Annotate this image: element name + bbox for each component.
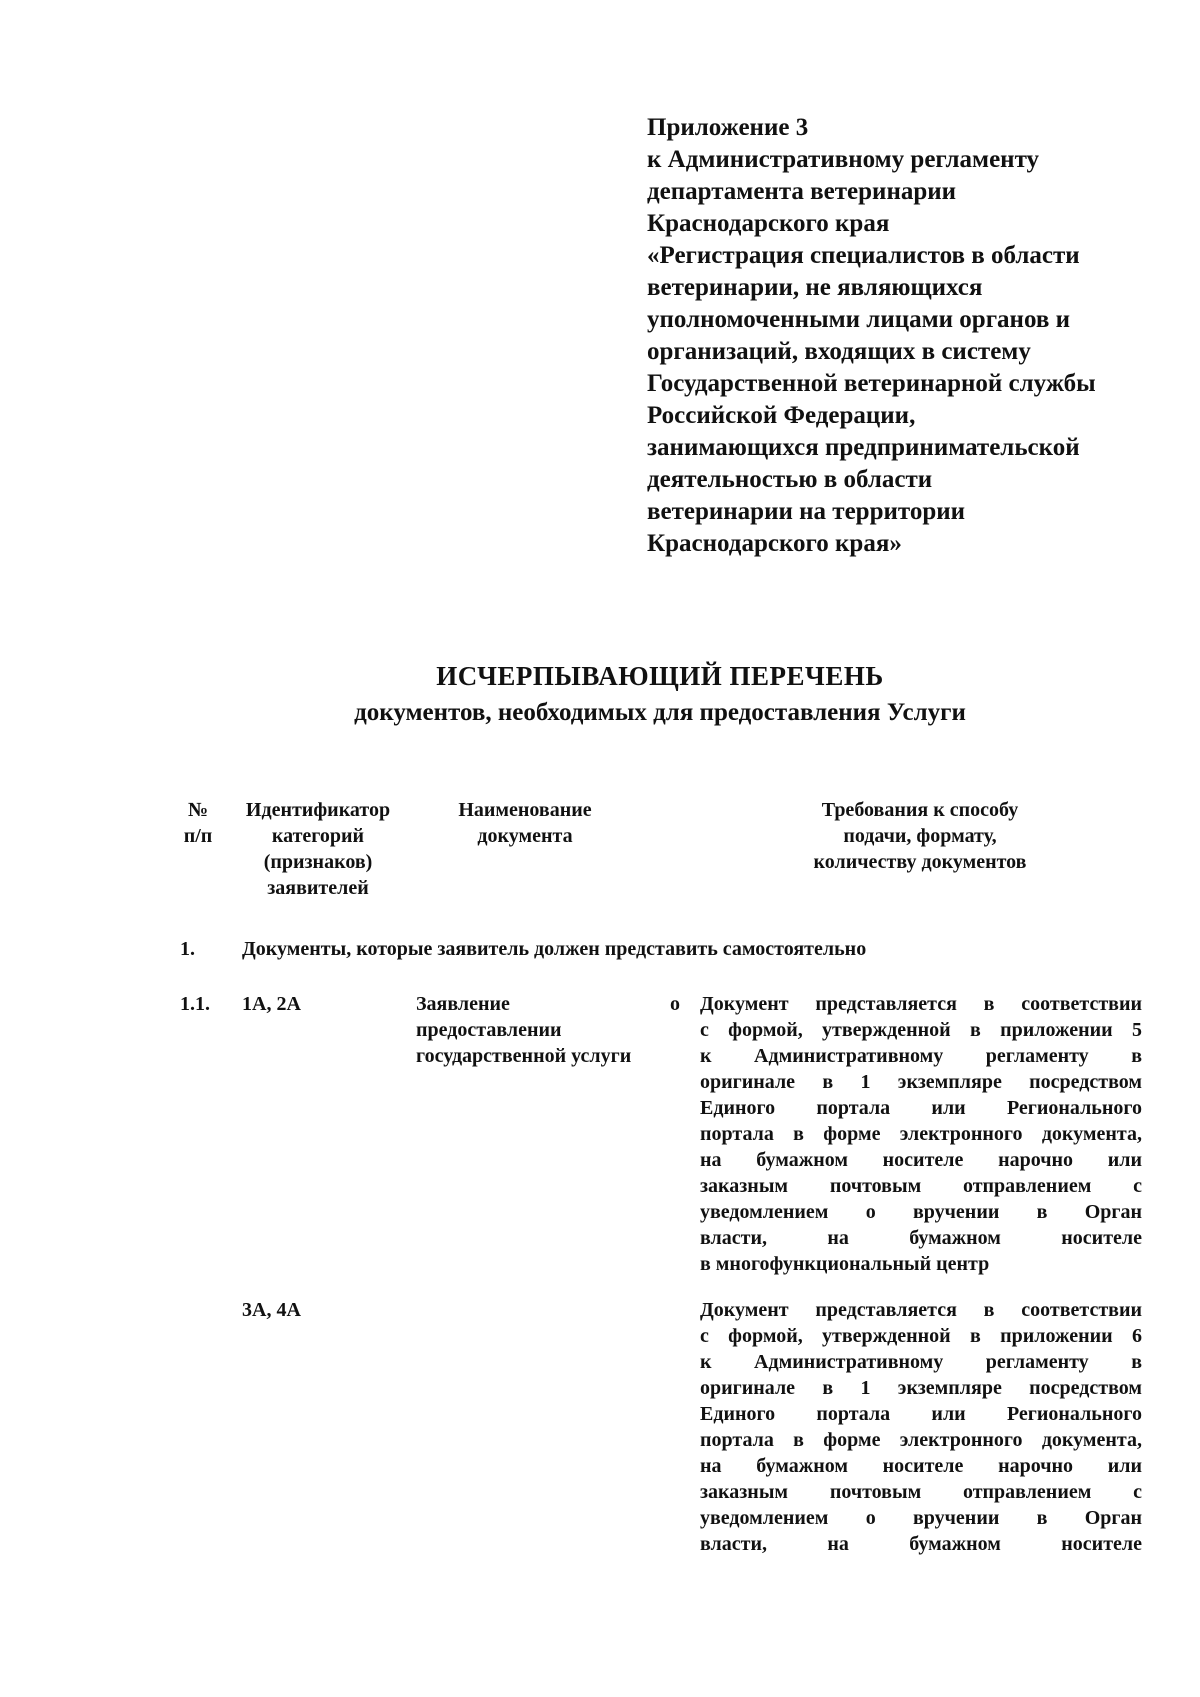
requirement-line: в многофункциональный центр [700,1253,990,1275]
section-number: 1. [180,938,195,960]
appendix-line: Российской Федерации, [647,402,916,429]
appendix-line: Краснодарского края» [647,530,902,557]
row-name-word: Заявление [416,993,510,1015]
header-num-line: п/п [183,825,213,847]
requirement-line: к Административному регламенту в [700,1351,1142,1373]
header-requirements-line: количеству документов [813,851,1027,873]
appendix-line: деятельностью в области [647,466,933,493]
requirement-line: власти, на бумажном носителе [700,1533,1142,1555]
header-name [410,797,640,849]
appendix-line: «Регистрация специалистов в области [647,242,1080,269]
requirement-line: власти, на бумажном носителе [700,1227,1142,1249]
row-name-line: государственной услуги [416,1045,632,1067]
document-title: ИСЧЕРПЫВАЮЩИЙ ПЕРЕЧЕНЬ [436,661,884,691]
requirement-line: на бумажном носителе нарочно или [700,1149,1142,1171]
document-subtitle: документов, необходимых для предоставления Услуги [354,699,966,726]
row-document-name [416,991,680,1069]
requirement-line: уведомлением о вручении в Орган [700,1507,1142,1529]
header-num [178,797,218,849]
appendix-line: к Административному регламенту [647,146,1040,173]
appendix-line: Краснодарского края [647,210,890,237]
row-identifier: 1А, 2А [242,993,301,1015]
requirement-line: портала в форме электронного документа, [700,1429,1142,1451]
requirement-line: заказным почтовым отправлением с [700,1481,1142,1503]
appendix-line: департамента ветеринарии [647,178,957,205]
requirement-line: оригинале в 1 экземпляре посредством [700,1377,1142,1399]
requirement-line: портала в форме электронного документа, [700,1123,1142,1145]
requirement-line: Документ представляется в соответствии [700,1299,1142,1321]
appendix-line: Государственной ветеринарной службы [647,370,1096,397]
requirement-line: заказным почтовым отправлением с [700,1175,1142,1197]
appendix-line: занимающихся предпринимательской [647,434,1080,461]
appendix-header [647,112,1167,560]
requirement-line: Документ представляется в соответствии [700,993,1142,1015]
header-name-line: документа [477,825,573,847]
header-name-line: Наименование [458,799,592,821]
section-title: Документы, которые заявитель должен представить самостоятельно [242,938,867,960]
appendix-line: ветеринарии на территории [647,498,966,525]
row-name-line: предоставлении [416,1019,562,1041]
header-identifier-line: категорий [271,825,365,847]
row-identifier: 3А, 4А [242,1299,301,1321]
appendix-line: ветеринарии, не являющихся [647,274,983,301]
header-identifier [238,797,398,901]
row-number: 1.1. [180,993,210,1015]
requirement-line: с формой, утвержденной в приложении 6 [700,1325,1142,1347]
requirement-line: на бумажном носителе нарочно или [700,1455,1142,1477]
header-identifier-line: заявителей [267,877,369,899]
header-identifier-line: Идентификатор [245,799,391,821]
requirement-line: оригинале в 1 экземпляре посредством [700,1071,1142,1093]
requirement-line: Единого портала или Регионального [700,1403,1142,1425]
requirement-line: с формой, утвержденной в приложении 5 [700,1019,1142,1041]
requirement-line: уведомлением о вручении в Орган [700,1201,1142,1223]
requirement-line: Единого портала или Регионального [700,1097,1142,1119]
header-requirements-line: Требования к способу [821,799,1019,821]
header-num-line: № [187,799,209,821]
header-identifier-line: (признаков) [263,851,373,873]
appendix-line: организаций, входящих в систему [647,338,1031,365]
row-name-word: о [670,993,680,1015]
header-requirements [700,797,1140,875]
row-requirements [700,1297,1142,1557]
row-requirements [700,991,1142,1277]
row-name-first-line [416,991,680,1017]
requirement-line: к Административному регламенту в [700,1045,1142,1067]
appendix-line: Приложение 3 [647,114,809,141]
appendix-line: уполномоченными лицами органов и [647,306,1070,333]
header-requirements-line: подачи, формату, [843,825,997,847]
